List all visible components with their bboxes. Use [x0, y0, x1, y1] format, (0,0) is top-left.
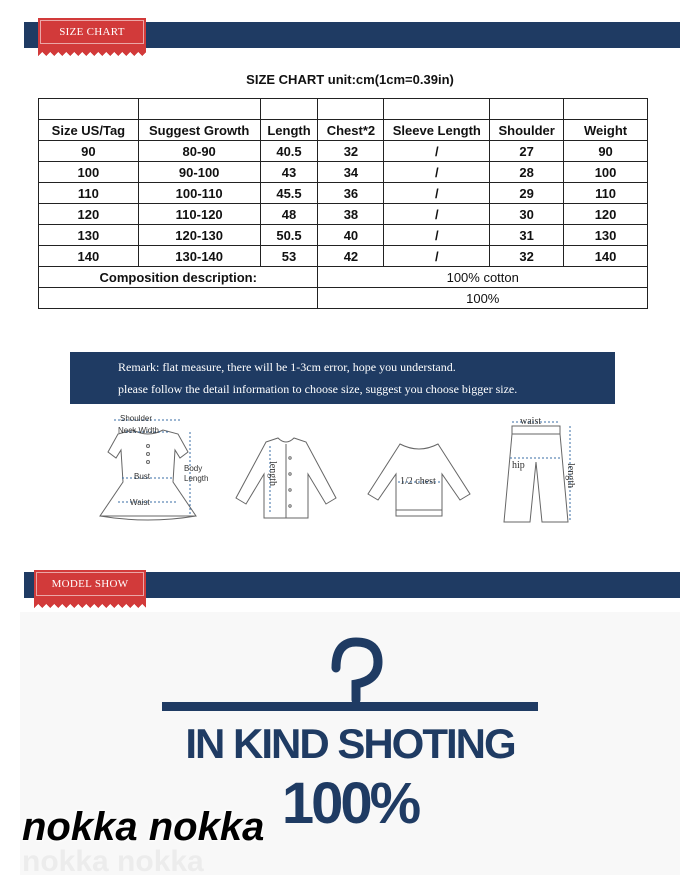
table-cell: 90-100	[138, 162, 260, 183]
table-cell: 130-140	[138, 246, 260, 267]
table-cell: 32	[490, 246, 564, 267]
bust-label: Bust	[134, 472, 151, 481]
table-cell: 43	[260, 162, 318, 183]
body-label: Body	[184, 464, 203, 473]
remark-line-2: please follow the detail information to choose size, suggest you choose bigger size.	[118, 382, 518, 396]
header-cell: Sleeve Length	[384, 120, 490, 141]
table-cell: 28	[490, 162, 564, 183]
table-cell: 120-130	[138, 225, 260, 246]
table-cell: 130	[564, 225, 648, 246]
table-cell: /	[384, 225, 490, 246]
composition-row-2	[39, 288, 648, 309]
table-cell: 30	[490, 204, 564, 225]
header-cell: Length	[260, 120, 318, 141]
table-cell: 32	[318, 141, 384, 162]
table-cell: 38	[318, 204, 384, 225]
table-row	[39, 225, 648, 246]
table-cell: 100-110	[138, 183, 260, 204]
shoulder-label: Shoulder	[120, 414, 153, 423]
table-row	[39, 204, 648, 225]
table-cell: 45.5	[260, 183, 318, 204]
dress-diagram	[78, 412, 218, 530]
store-watermark: nokka nokka	[22, 805, 265, 849]
composition-label: Composition description:	[39, 267, 318, 288]
ghost-watermark: nokka nokka	[22, 845, 204, 878]
header-cell: Shoulder	[490, 120, 564, 141]
header-cell: Chest*2	[318, 120, 384, 141]
neck-width-label: Neck Width	[118, 426, 159, 435]
table-cell: 120	[39, 204, 139, 225]
table-cell: 29	[490, 183, 564, 204]
table-row	[39, 183, 648, 204]
table-cell: 31	[490, 225, 564, 246]
table-cell: /	[384, 246, 490, 267]
pants-diagram	[500, 418, 580, 526]
table-cell: 90	[39, 141, 139, 162]
table-cell: 100	[39, 162, 139, 183]
shirt-icon	[226, 434, 346, 524]
table-cell: /	[384, 204, 490, 225]
table-cell: /	[384, 183, 490, 204]
chest-label: 1/2 chest	[400, 476, 436, 487]
shirt-length-label: length	[267, 461, 278, 486]
table-cell: 50.5	[260, 225, 318, 246]
remark-line-1: Remark: flat measure, there will be 1-3cm error, hope you understand.	[118, 360, 456, 374]
table-row	[39, 141, 648, 162]
composition-value: 100% cotton	[318, 267, 648, 288]
composition-row	[39, 267, 648, 288]
table-cell: 130	[39, 225, 139, 246]
table-cell: /	[384, 141, 490, 162]
chart-title: SIZE CHART unit:cm(1cm=0.39in)	[246, 72, 454, 87]
table-row	[39, 246, 648, 267]
waist-label: Waist	[130, 498, 150, 507]
blank-row	[39, 99, 648, 120]
header-cell: Weight	[564, 120, 648, 141]
percent-heading: 100%	[281, 771, 419, 836]
table-cell: /	[384, 162, 490, 183]
table-cell: 40	[318, 225, 384, 246]
table-cell: 34	[318, 162, 384, 183]
size-table	[38, 98, 648, 309]
table-cell: 100	[564, 162, 648, 183]
table-cell: 80-90	[138, 141, 260, 162]
table-header-row	[39, 120, 648, 141]
table-cell: 110	[564, 183, 648, 204]
remark-box	[70, 352, 615, 404]
composition-empty	[39, 288, 318, 309]
table-cell: 90	[564, 141, 648, 162]
hip-label: hip	[512, 460, 525, 471]
hanger-icon	[160, 636, 540, 716]
table-cell: 36	[318, 183, 384, 204]
size-chart-tag	[38, 18, 146, 48]
composition-value-2: 100%	[318, 288, 648, 309]
table-cell: 120	[564, 204, 648, 225]
in-kind-heading: IN KIND SHOTING	[185, 720, 515, 767]
length-label: Length	[184, 474, 209, 483]
table-cell: 110	[39, 183, 139, 204]
model-show-tag-label: MODEL SHOW	[36, 572, 144, 596]
table-cell: 27	[490, 141, 564, 162]
model-show-tag	[34, 570, 146, 600]
sweater-diagram	[358, 438, 480, 522]
pants-length-label: length	[565, 463, 576, 488]
table-cell: 40.5	[260, 141, 318, 162]
header-cell: Suggest Growth	[138, 120, 260, 141]
table-row	[39, 162, 648, 183]
table-cell: 140	[564, 246, 648, 267]
waist-label-pants: waist	[520, 416, 542, 427]
shirt-diagram	[226, 434, 346, 524]
table-cell: 53	[260, 246, 318, 267]
table-cell: 110-120	[138, 204, 260, 225]
table-cell: 42	[318, 246, 384, 267]
header-cell: Size US/Tag	[39, 120, 139, 141]
table-cell: 48	[260, 204, 318, 225]
table-cell: 140	[39, 246, 139, 267]
size-chart-tag-label: SIZE CHART	[40, 20, 144, 44]
